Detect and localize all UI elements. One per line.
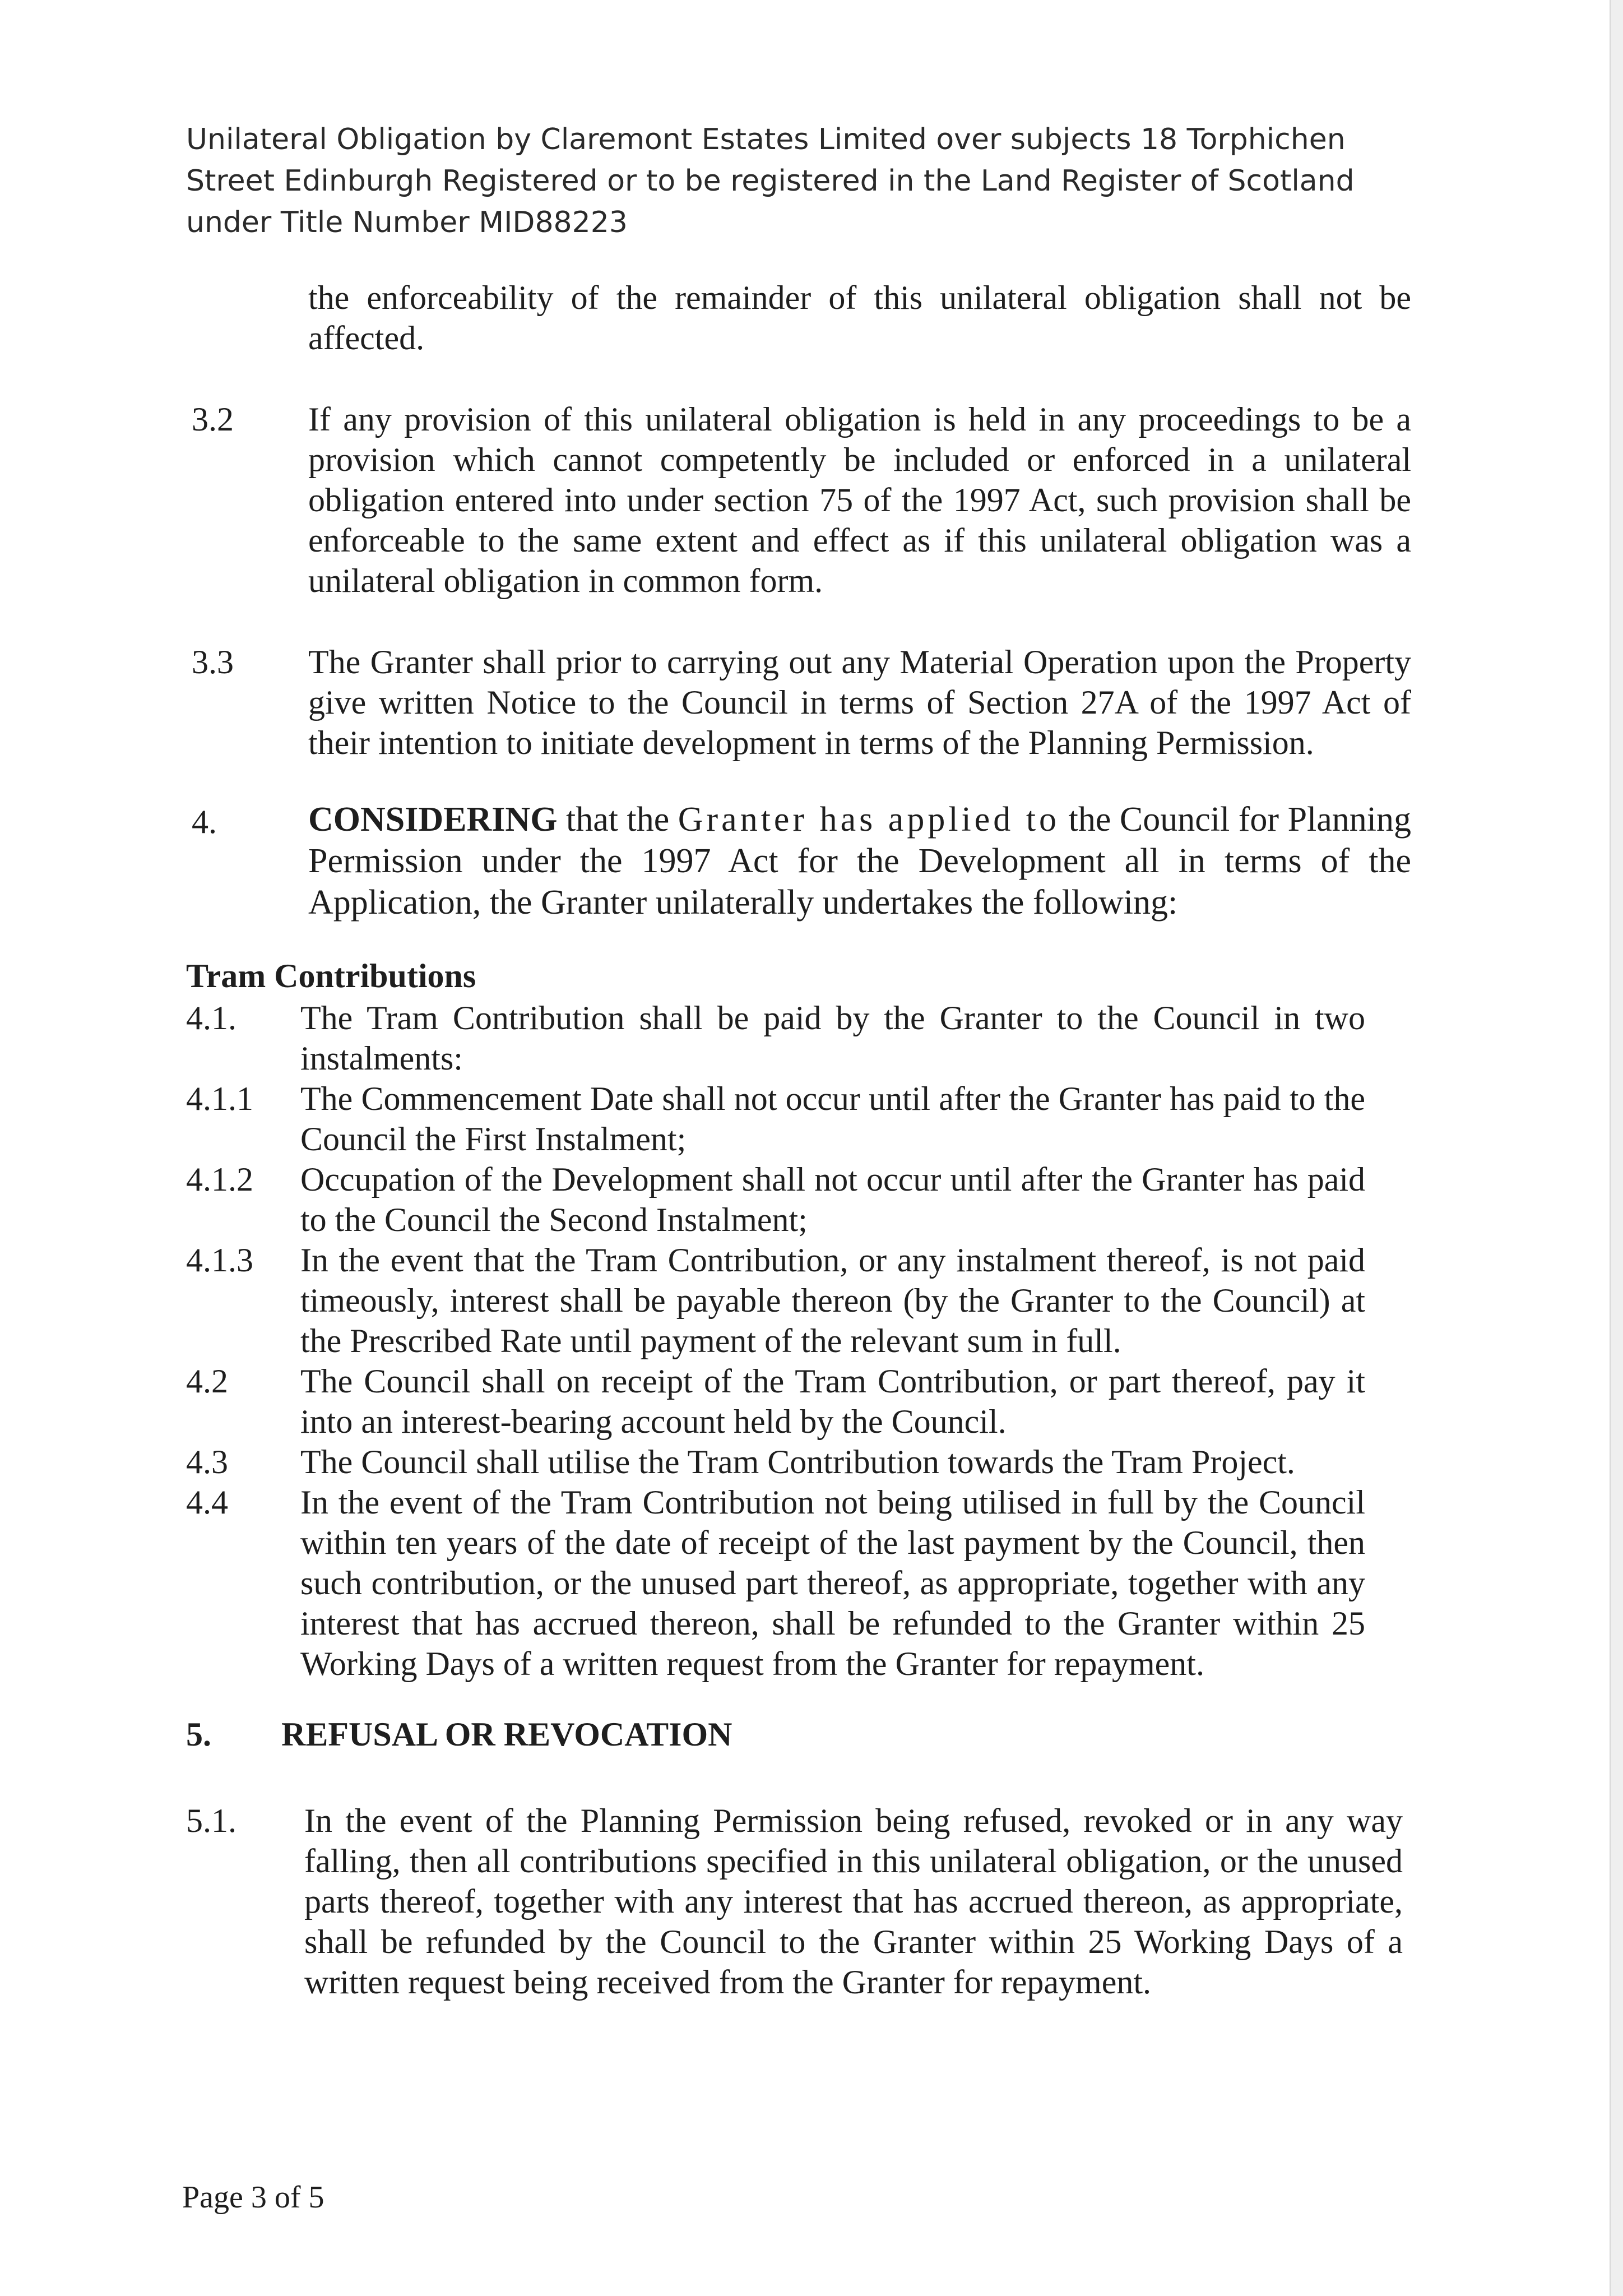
clause-text: If any provision of this unilateral obligation is held in any proceedings to be a provision which cannot competently be included or enforced in a unilateral obligation entered into under section 75 of the 1997 Act, such provision shall be enforceable to the same extent and effect as if this unilateral obligation was a unilateral obligation in common form.: [308, 401, 1411, 599]
list-item-number: 4.1.: [186, 999, 237, 1036]
list-item-number: 4.1.3: [186, 1242, 253, 1279]
continuation-paragraph: the enforceability of the remainder of this unilateral obligation shall not be affected.: [308, 279, 1411, 357]
page-edge: [1610, 0, 1623, 2296]
list-item-number: 4.4: [186, 1484, 228, 1521]
clause-number: 5.1.: [186, 1802, 237, 1839]
clause-text: In the event of the Planning Permission being refused, revoked or in any way falling, then all contributions specified in this unilateral obligation, or the unused parts thereof, together with any interest that has accrued thereon, as appropriate, shall be refunded by the Council to the Granter within 25 Working Days of a written request being received from the Granter for repayment.: [304, 1802, 1403, 2001]
list-item-text: Occupation of the Development shall not occur until after the Granter has paid to the Council the Second Instalment;: [300, 1161, 1365, 1238]
tram-contributions-heading: Tram Contributions: [186, 957, 476, 994]
list-item-text: The Tram Contribution shall be paid by the Granter to the Council in two instalments:: [300, 999, 1365, 1077]
list-item-text: The Council shall utilise the Tram Contribution towards the Tram Project.: [300, 1443, 1295, 1480]
clause-number: 4.: [192, 803, 217, 840]
clause-text: The Granter shall prior to carrying out any Material Operation upon the Property give written Notice to the Council in terms of Section 27A of the 1997 Act of their intention to initiate development in terms of the Planning Permission.: [308, 644, 1411, 761]
clause-4-text: [308, 799, 1411, 923]
list-item-number: 4.1.1: [186, 1080, 253, 1117]
list-item-text: The Council shall on receipt of the Tram Contribution, or part thereof, pay it into an interest-bearing account held by the Council.: [300, 1363, 1365, 1440]
list-item-number: 4.3: [186, 1443, 228, 1480]
section-number: 5.: [186, 1716, 211, 1753]
list-item-number: 4.1.2: [186, 1161, 253, 1198]
clause-number: 3.2: [192, 401, 234, 438]
considering-heading: CONSIDERING: [308, 800, 558, 839]
clause-number: 3.3: [192, 644, 234, 681]
clause-4-text-b: the Council for Planning Permission under the 1997 Act for the Development all in terms of the Application, the Granter unilaterally undertakes the following:: [308, 800, 1412, 922]
clause-4-text-a: that the: [565, 800, 670, 839]
document-header: Unilateral Obligation by Claremont Estates Limited over subjects 18 Torphichen Street Edinburgh Registered or to be registered in the Land Register of Scotland under Title Number MID88223: [186, 123, 1355, 239]
clause-4-text-spaced: Granter has applied to: [678, 800, 1060, 839]
page-number: Page 3 of 5: [182, 2180, 324, 2215]
list-item-text: The Commencement Date shall not occur until after the Granter has paid to the Council the First Instalment;: [300, 1080, 1365, 1158]
list-item-number: 4.2: [186, 1363, 228, 1400]
section-heading: REFUSAL OR REVOCATION: [281, 1716, 732, 1753]
list-item-text: In the event that the Tram Contribution, or any instalment thereof, is not paid timeously, interest shall be payable thereon (by the Granter to the Council) at the Prescribed Rate until payment of the relevant sum in full.: [300, 1242, 1365, 1359]
list-item-text: In the event of the Tram Contribution not being utilised in full by the Council within ten years of the date of receipt of the last payment by the Council, then such contribution, or the unused part thereof, as appropriate, together with any interest that has accrued thereon, shall be refunded to the Granter within 25 Working Days of a written request from the Granter for repayment.: [300, 1484, 1365, 1682]
